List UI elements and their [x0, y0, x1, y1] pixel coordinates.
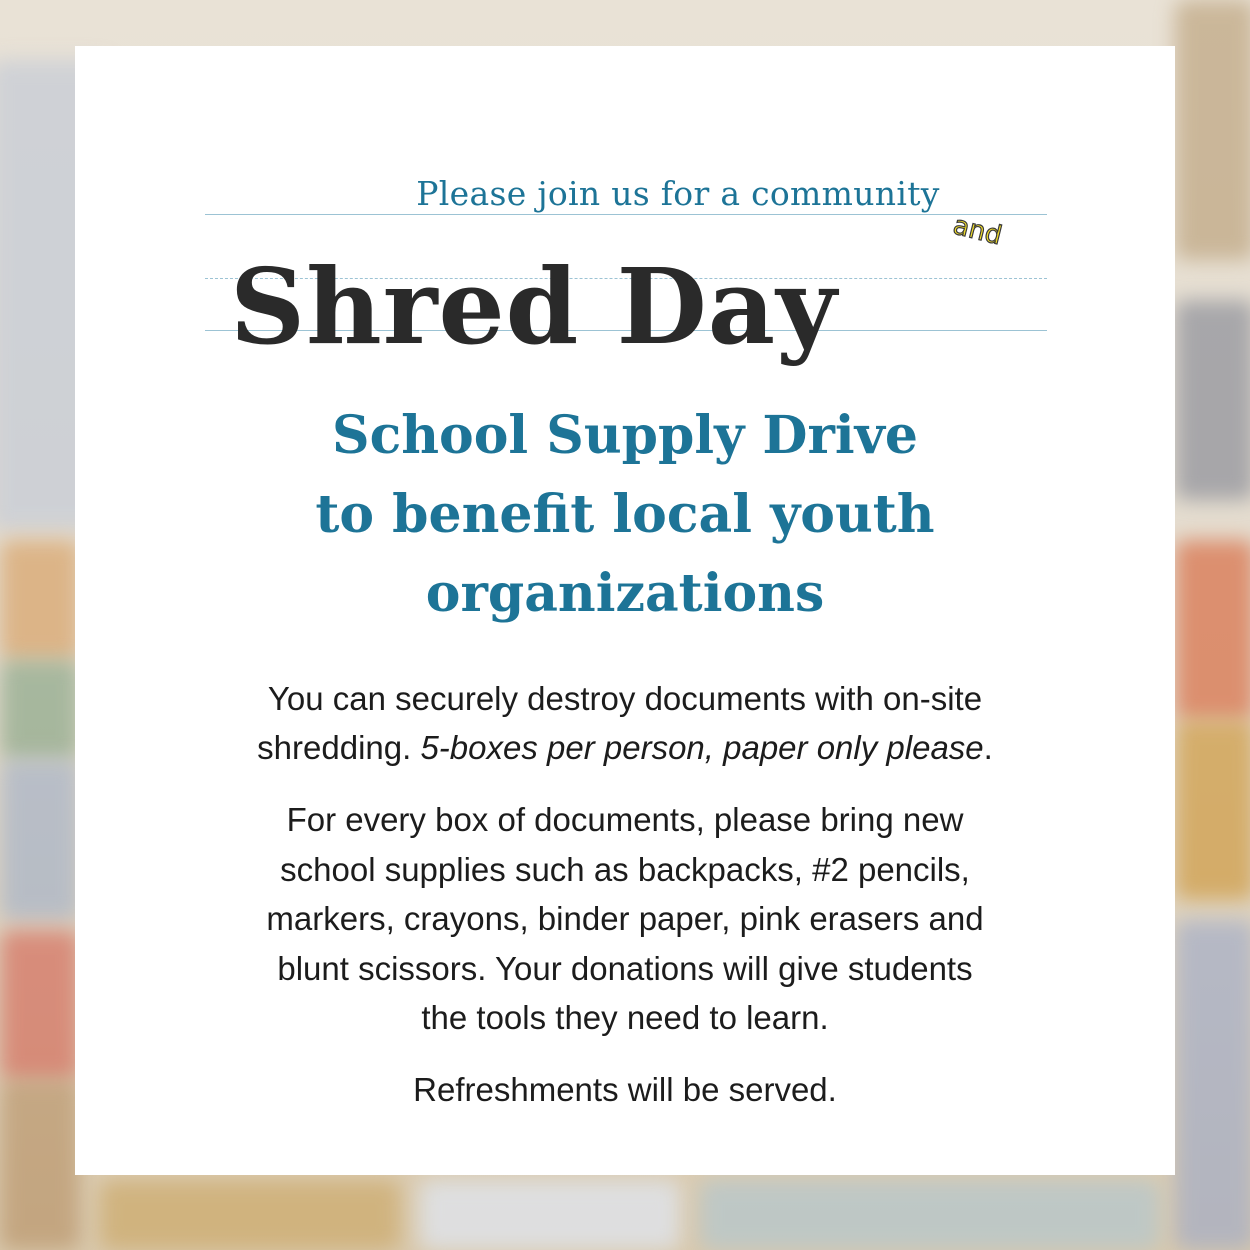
paragraph-line: [135, 723, 1115, 772]
paragraph-line: markers, crayons, binder paper, pink erasers and: [266, 900, 984, 937]
guide-line-top: [205, 214, 1047, 215]
intro-text: Please join us for a community: [416, 174, 940, 213]
shredding-paragraph: [135, 674, 1115, 772]
subheading-line: to benefit local youth: [315, 484, 935, 545]
subheading-line: School Supply Drive: [332, 405, 918, 466]
paragraph-line: blunt scissors. Your donations will give students: [277, 949, 973, 987]
paragraph-line: For every box of documents, please bring new: [286, 801, 964, 838]
paragraph-line: the tools they need to learn.: [421, 999, 829, 1036]
paragraph-line: You can securely destroy documents with on-site: [267, 680, 983, 717]
subheading: [75, 396, 1175, 633]
paragraph-line: school supplies such as backpacks, #2 pencils,: [280, 850, 970, 888]
subheading-line: organizations: [425, 563, 825, 624]
box-limit-note: 5-boxes per person, paper only please: [420, 729, 984, 766]
paragraph-text: .: [983, 729, 993, 766]
donation-paragraph: [135, 795, 1115, 1043]
paragraph-text: shredding.: [257, 729, 421, 766]
event-title: Shred Day: [230, 245, 838, 368]
refreshments-note: Refreshments will be served.: [413, 1071, 837, 1108]
invitation-card: [75, 46, 1175, 1175]
and-accent: and: [950, 210, 1005, 252]
